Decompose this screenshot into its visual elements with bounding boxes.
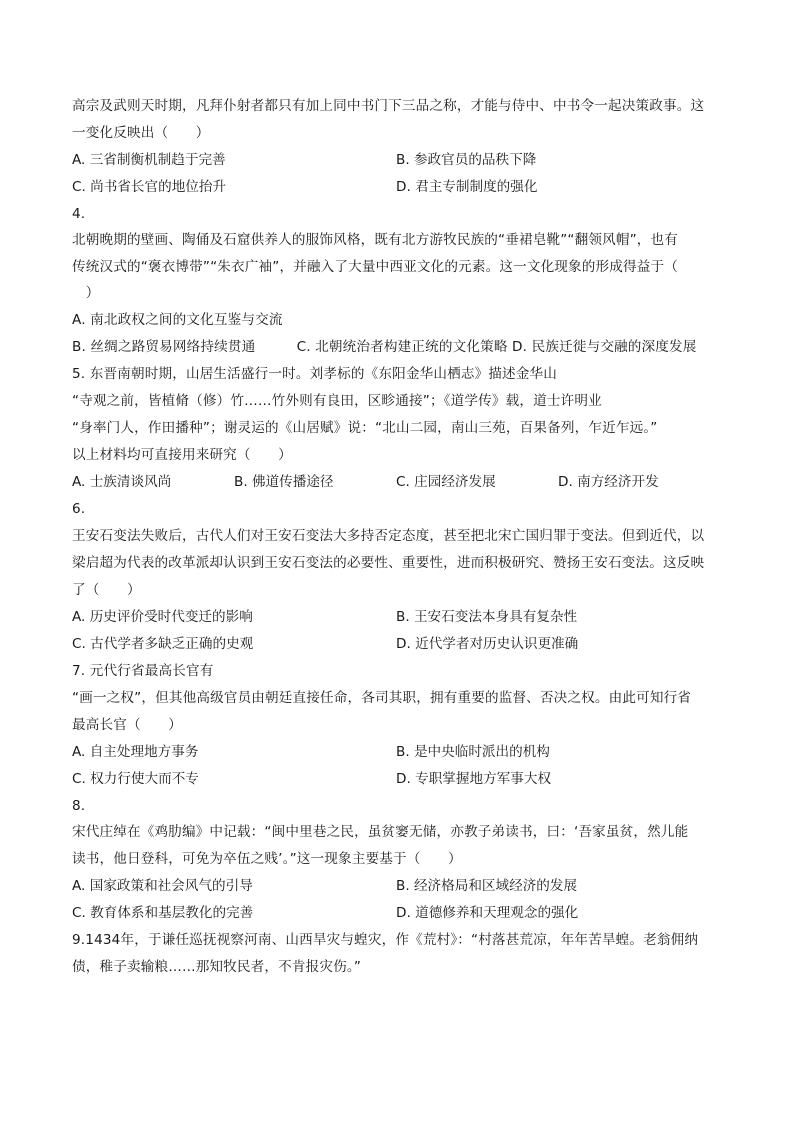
q4-option-a: A. 南北政权之间的文化互鉴与交流 — [72, 312, 283, 328]
q3-option-d: D. 君主专制制度的强化 — [396, 179, 538, 195]
q8-option-b: B. 经济格局和区域经济的发展 — [396, 878, 578, 894]
q8-option-a: A. 国家政策和社会风气的引导 — [72, 878, 253, 894]
q8-option-d: D. 道德修养和天理观念的强化 — [396, 905, 579, 921]
q6-option-c: C. 古代学者多缺乏正确的史观 — [72, 636, 254, 652]
q7-option-d: D. 专职掌握地方军事大权 — [396, 771, 552, 787]
q5-options-row — [72, 473, 722, 491]
q4-stem-line-2: 传统汉式的“褒衣博带”“朱衣广袖”，并融入了大量中西亚文化的元素。这一文化现象的形成得益于（ — [72, 259, 679, 275]
q8-stem-line-2: 读书，他日登科，可免为卒伍之贱’。”这一现象主要基于（ ） — [72, 851, 462, 867]
q3-stem-line-2: 一变化反映出（ ） — [72, 125, 210, 141]
q7-option-a: A. 自主处理地方事务 — [72, 744, 199, 760]
q6-stem-line-1: 王安石变法失败后，古代人们对王安石变法大多持否定态度，甚至把北宋亡国归罪于变法。但到近代，以 — [72, 528, 705, 544]
q5-option-c: C. 庄园经济发展 — [396, 474, 496, 490]
q8-number: 8. — [72, 798, 86, 814]
q6-option-b: B. 王安石变法本身具有复杂性 — [396, 609, 578, 625]
q5-stem-line-2: “寺观之前，皆植脩（修）竹……竹外则有良田，区畛通接”；《道学传》载，道士许明业 — [72, 393, 602, 409]
q6-option-a: A. 历史评价受时代变迁的影响 — [72, 609, 253, 625]
q9-stem-line-1: 9.1434年，于谦任巡抚视察河南、山西旱灾与蝗灾，作《荒村》：“村落甚荒凉，年年苦旱蝗。老翁佣纳 — [72, 932, 699, 948]
q7-stem-line-3: 最高长官（ ） — [72, 717, 182, 733]
q5-option-b: B. 佛道传播途径 — [234, 474, 334, 490]
q4-option-bcd: B. 丝绸之路贸易网络持续贯通 C. 北朝统治者构建正统的文化策略 D. 民族迁徙与交融的深度发展 — [72, 339, 697, 355]
q7-stem-line-2: “画一之权”，但其他高级官员由朝廷直接任命，各司其职，拥有重要的监督、否决之权。由此可知行省 — [72, 690, 692, 706]
q7-options-row-2 — [72, 770, 722, 788]
q7-options-row-1 — [72, 743, 722, 761]
q6-options-row-1 — [72, 608, 722, 626]
q5-option-d: D. 南方经济开发 — [558, 474, 659, 490]
q5-stem-line-1: 5. 东晋南朝时期，山居生活盛行一时。刘孝标的《东阳金华山栖志》描述金华山 — [72, 366, 558, 382]
q3-option-c: C. 尚书省长官的地位抬升 — [72, 179, 227, 195]
q3-option-a: A. 三省制衡机制趋于完善 — [72, 152, 226, 168]
q3-option-b: B. 参政官员的品秩下降 — [396, 152, 537, 168]
q6-number: 6. — [72, 501, 86, 517]
q7-stem-line-1: 7. 元代行省最高长官有 — [72, 663, 214, 679]
q4-stem-line-3: ） — [72, 285, 100, 301]
q8-options-row-2 — [72, 904, 722, 922]
q5-option-a: A. 士族清谈风尚 — [72, 474, 172, 490]
q3-stem-line-1: 高宗及武则天时期，凡拜仆射者都只有加上同中书门下三品之称，才能与侍中、中书令一起决策政事。这 — [72, 98, 705, 114]
q8-options-row-1 — [72, 877, 722, 895]
q3-options-row-1 — [72, 151, 722, 169]
q4-stem-line-1: 北朝晚期的壁画、陶俑及石窟供养人的服饰风格，既有北方游牧民族的“垂裙皂靴”“翻领风帽”，也有 — [72, 232, 679, 248]
q7-option-b: B. 是中央临时派出的机构 — [396, 744, 550, 760]
q6-option-d: D. 近代学者对历史认识更准确 — [396, 636, 579, 652]
q3-options-row-2 — [72, 178, 722, 196]
q4-number: 4. — [72, 206, 86, 222]
q9-stem-line-2: 债，稚子卖输粮……那知牧民者，不肯报灾伤。” — [72, 959, 362, 975]
q6-stem-line-3: 了（ ） — [72, 582, 141, 598]
q5-stem-line-4: 以上材料均可直接用来研究（ ） — [72, 447, 292, 463]
q7-option-c: C. 权力行使大而不专 — [72, 771, 199, 787]
q5-stem-line-3: “身率门人，作田播种”；谢灵运的《山居赋》说：“北山二园，南山三苑，百果备列，乍近乍远。” — [72, 420, 658, 436]
q8-option-c: C. 教育体系和基层教化的完善 — [72, 905, 254, 921]
q6-stem-line-2: 梁启超为代表的改革派却认识到王安石变法的必要性、重要性，进而积极研究、赞扬王安石变法。这反映 — [72, 555, 705, 571]
q8-stem-line-1: 宋代庄绰在《鸡肋编》中记载：“闽中里巷之民，虽贫窭无储，亦教子弟读书，曰：‘吾家虽贫，然儿能 — [72, 824, 689, 840]
q6-options-row-2 — [72, 635, 722, 653]
